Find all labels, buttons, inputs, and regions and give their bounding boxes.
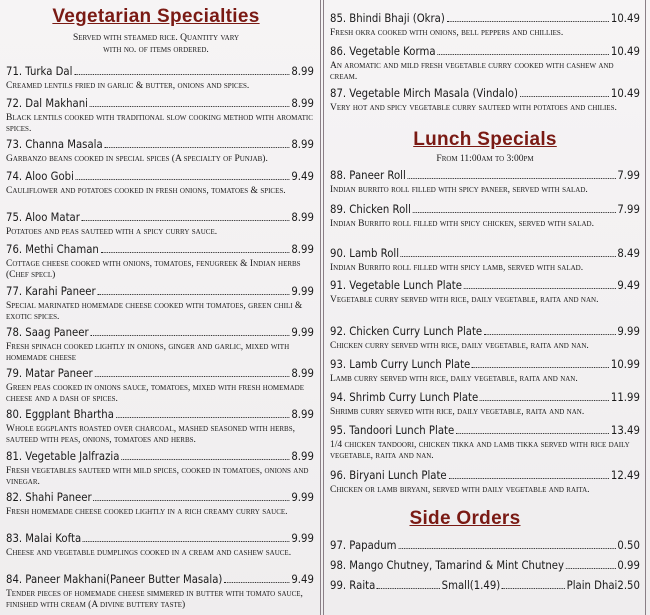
- item-name: 93. Lamb Curry Lunch Plate: [330, 357, 471, 371]
- dot-leader: [566, 568, 616, 569]
- vegetarian-specialties-title: Vegetarian Specialties: [52, 6, 260, 27]
- item-price: 8.99: [291, 449, 314, 463]
- dot-leader: [408, 178, 616, 179]
- item-name: 86. Vegetable Korma: [330, 44, 436, 58]
- dot-leader: [398, 548, 615, 549]
- dot-leader: [90, 335, 289, 336]
- item-price: 9.49: [291, 169, 314, 183]
- lunch-specials-subtitle: From 11:00am to 3:00pm: [436, 154, 534, 164]
- item-description: Tender pieces of homemade cheese simmered in butter with tomato sauce, finished with cream (A divine buttery taste): [6, 589, 303, 610]
- menu-item: [330, 86, 640, 114]
- menu-item: [6, 407, 314, 445]
- side-orders-title: Side Orders: [409, 508, 521, 529]
- item-name: 74. Aloo Gobi: [6, 169, 74, 183]
- item-price-extra: Plain Dhai2.50: [566, 578, 640, 592]
- item-description: An aromatic and mild fresh vegetable curry cooked with cashew and cream.: [330, 61, 614, 82]
- item-description: Black lentils cooked with traditional slow cooking method with aromatic spices.: [6, 113, 313, 134]
- dot-leader: [484, 334, 616, 335]
- dot-leader: [76, 179, 290, 180]
- menu-item: [6, 284, 314, 322]
- item-description: Cottage cheese cooked with onions, tomatoes, fenugreek & Indian herbs (Chef specl): [6, 259, 301, 280]
- item-description: Indian Burrito roll filled with spicy chicken, served with salad.: [330, 219, 594, 229]
- item-price: 8.49: [617, 246, 640, 260]
- item-name: 83. Malai Kofta: [6, 531, 82, 545]
- item-price: 0.99: [617, 558, 640, 572]
- menu-item: [6, 64, 314, 92]
- dot-leader: [437, 54, 609, 55]
- item-name: 79. Matar Paneer: [6, 366, 93, 380]
- item-price: 9.99: [291, 531, 314, 545]
- item-name: 82. Shahi Paneer: [6, 490, 92, 504]
- item-price: Small(1.49): [441, 578, 501, 592]
- dot-leader: [82, 220, 290, 221]
- menu-item: [330, 558, 640, 572]
- item-price: 8.99: [291, 407, 314, 421]
- menu-item: [6, 531, 314, 559]
- item-name: 81. Vegetable Jalfrazia: [6, 449, 120, 463]
- item-name: 98. Mango Chutney, Tamarind & Mint Chutney: [330, 558, 564, 572]
- menu-item: [6, 490, 314, 518]
- item-price: 8.99: [291, 366, 314, 380]
- dot-leader: [224, 582, 289, 583]
- item-price: 8.99: [291, 137, 314, 151]
- dot-leader: [456, 433, 609, 434]
- item-name: 90. Lamb Roll: [330, 246, 400, 260]
- menu-item: [6, 242, 314, 280]
- item-name: 89. Chicken Roll: [330, 202, 411, 216]
- item-price: 7.99: [617, 202, 640, 216]
- item-name: 88. Paneer Roll: [330, 168, 406, 182]
- item-description: Cauliflower and potatoes cooked in fresh onions, tomatoes & spices.: [6, 186, 286, 196]
- item-price: 8.99: [291, 64, 314, 78]
- menu-item: [6, 137, 314, 165]
- item-name: 72. Dal Makhani: [6, 96, 88, 110]
- menu-item: [6, 96, 314, 134]
- item-description: Indian burrito roll filled with spicy paneer, served with salad.: [330, 185, 588, 195]
- dot-leader: [448, 478, 609, 479]
- item-name: 94. Shrimb Curry Lunch Plate: [330, 390, 479, 404]
- menu-item: [330, 278, 640, 306]
- menu-item: [330, 468, 640, 496]
- item-description: Whole eggplants roasted over charcoal, mashed seasoned with herbs, sauteed with peas, onions, tomatoes and herbs.: [6, 424, 295, 445]
- dot-leader: [464, 288, 616, 289]
- dot-leader: [116, 417, 290, 418]
- item-name: 84. Paneer Makhani(Paneer Butter Masala): [6, 572, 223, 586]
- item-name: 97. Papadum: [330, 538, 397, 552]
- item-name: 73. Channa Masala: [6, 137, 103, 151]
- item-price: 10.49: [610, 11, 640, 25]
- item-price: 10.99: [610, 357, 640, 371]
- item-description: Chicken curry served with rice, daily vegetable, raita and nan.: [330, 341, 589, 351]
- item-price: 13.49: [610, 423, 640, 437]
- item-price: 11.99: [610, 390, 640, 404]
- item-name: 77. Karahi Paneer: [6, 284, 96, 298]
- menu-item: [6, 572, 314, 610]
- item-description: Potatoes and peas sauteed with a spicy curry sauce.: [6, 227, 218, 237]
- dot-leader: [74, 74, 289, 75]
- item-description: 1/4 chicken tandoori, chicken tikka and lamb tikka served with rice daily vegetable, raita and nan.: [330, 440, 630, 461]
- menu-item: [330, 11, 640, 39]
- dot-leader: [83, 541, 290, 542]
- item-description: Chicken or lamb biryani, served with daily vegetable and raita.: [330, 485, 590, 495]
- item-price: 9.99: [291, 325, 314, 339]
- item-description: Vegetable curry served with rice, daily vegetable, raita and nan.: [330, 295, 599, 305]
- dot-leader: [520, 96, 609, 97]
- dot-leader: [94, 376, 289, 377]
- item-description: Indian Burrito roll filled with spicy lamb, served with salad.: [330, 263, 584, 273]
- dot-leader: [93, 500, 289, 501]
- item-name: 71. Turka Dal: [6, 64, 73, 78]
- lunch-specials-title: Lunch Specials: [413, 129, 557, 150]
- column-divider: [320, 0, 324, 615]
- menu-item: [330, 324, 640, 352]
- page-edge-line: [645, 0, 649, 615]
- menu-item: [330, 168, 640, 196]
- item-description: Special marinated homemade cheese cooked with tomatoes, green chili & exotic spices.: [6, 301, 303, 322]
- item-price: 8.99: [291, 96, 314, 110]
- menu-item: [330, 202, 640, 230]
- item-description: Fresh spinach cooked lightly in onions, ginger and garlic, mixed with homemade cheese: [6, 342, 290, 363]
- menu-item: [6, 210, 314, 238]
- menu-item: [6, 325, 314, 363]
- item-description: Fresh vegetables sauteed with mild spices, cooked in tomatoes, onions and vinegar.: [6, 466, 309, 487]
- item-price: 9.49: [617, 278, 640, 292]
- item-description: Cheese and vegetable dumplings cooked in a cream and cashew sauce.: [6, 548, 292, 558]
- item-price: 9.99: [291, 284, 314, 298]
- item-description: Creamed lentils fried in garlic & butter, onions and spices.: [6, 81, 250, 91]
- item-price: 9.49: [291, 572, 314, 586]
- item-name: 78. Saag Paneer: [6, 325, 89, 339]
- menu-item: [330, 44, 640, 82]
- menu-item: [330, 357, 640, 385]
- menu-item: [330, 578, 640, 592]
- item-name: 95. Tandoori Lunch Plate: [330, 423, 455, 437]
- dot-leader: [502, 588, 565, 589]
- item-name: 85. Bhindi Bhaji (Okra): [330, 11, 445, 25]
- item-name: 87. Vegetable Mirch Masala (Vindalo): [330, 86, 518, 100]
- dot-leader: [447, 21, 610, 22]
- dot-leader: [401, 256, 616, 257]
- vegetarian-specialties-subtitle: Served with steamed rice. Quantity vary with no. of items ordered.: [72, 33, 240, 55]
- dot-leader: [97, 294, 289, 295]
- item-name: 80. Eggplant Bhartha: [6, 407, 114, 421]
- item-price: 10.49: [610, 86, 640, 100]
- item-description: Green peas cooked in onions sauce, tomatoes, mixed with fresh homemade cheese and a dash of spices.: [6, 383, 304, 404]
- item-name: 76. Methi Chaman: [6, 242, 99, 256]
- dot-leader: [377, 588, 440, 589]
- menu-item: [330, 246, 640, 274]
- item-price: 7.99: [617, 168, 640, 182]
- item-description: Shrimb curry served with rice, daily vegetable, raita and nan.: [330, 407, 585, 417]
- item-price: 8.99: [291, 210, 314, 224]
- item-name: 99. Raita: [330, 578, 376, 592]
- item-description: Fresh homemade cheese cooked lightly in a rich creamy curry sauce.: [6, 507, 288, 517]
- item-name: 92. Chicken Curry Lunch Plate: [330, 324, 483, 338]
- item-description: Very hot and spicy vegetable curry sauteed with potatoes and chilies.: [330, 103, 617, 113]
- menu-item: [6, 169, 314, 197]
- dot-leader: [104, 147, 289, 148]
- menu-item: [330, 423, 640, 461]
- item-name: 96. Biryani Lunch Plate: [330, 468, 447, 482]
- dot-leader: [480, 400, 609, 401]
- menu-item: [6, 366, 314, 404]
- dot-leader: [101, 252, 290, 253]
- item-price: 12.49: [610, 468, 640, 482]
- dot-leader: [413, 212, 616, 213]
- item-price: 10.49: [610, 44, 640, 58]
- item-name: 75. Aloo Matar: [6, 210, 80, 224]
- item-price: 0.50: [617, 538, 640, 552]
- dot-leader: [121, 459, 289, 460]
- menu-item: [330, 538, 640, 552]
- item-price: 9.99: [291, 490, 314, 504]
- item-price: 8.99: [291, 242, 314, 256]
- item-description: Fresh okra cooked with onions, bell peppers and chillies.: [330, 28, 564, 38]
- item-price: 9.99: [617, 324, 640, 338]
- menu-item: [330, 390, 640, 418]
- dot-leader: [472, 367, 609, 368]
- menu-item: [6, 449, 314, 487]
- item-name: 91. Vegetable Lunch Plate: [330, 278, 462, 292]
- item-description: Garbanzo beans cooked in special spices (A specialty of Punjab).: [6, 154, 268, 164]
- item-description: Lamb curry served with rice, daily vegetable, raita and nan.: [330, 374, 578, 384]
- dot-leader: [90, 106, 290, 107]
